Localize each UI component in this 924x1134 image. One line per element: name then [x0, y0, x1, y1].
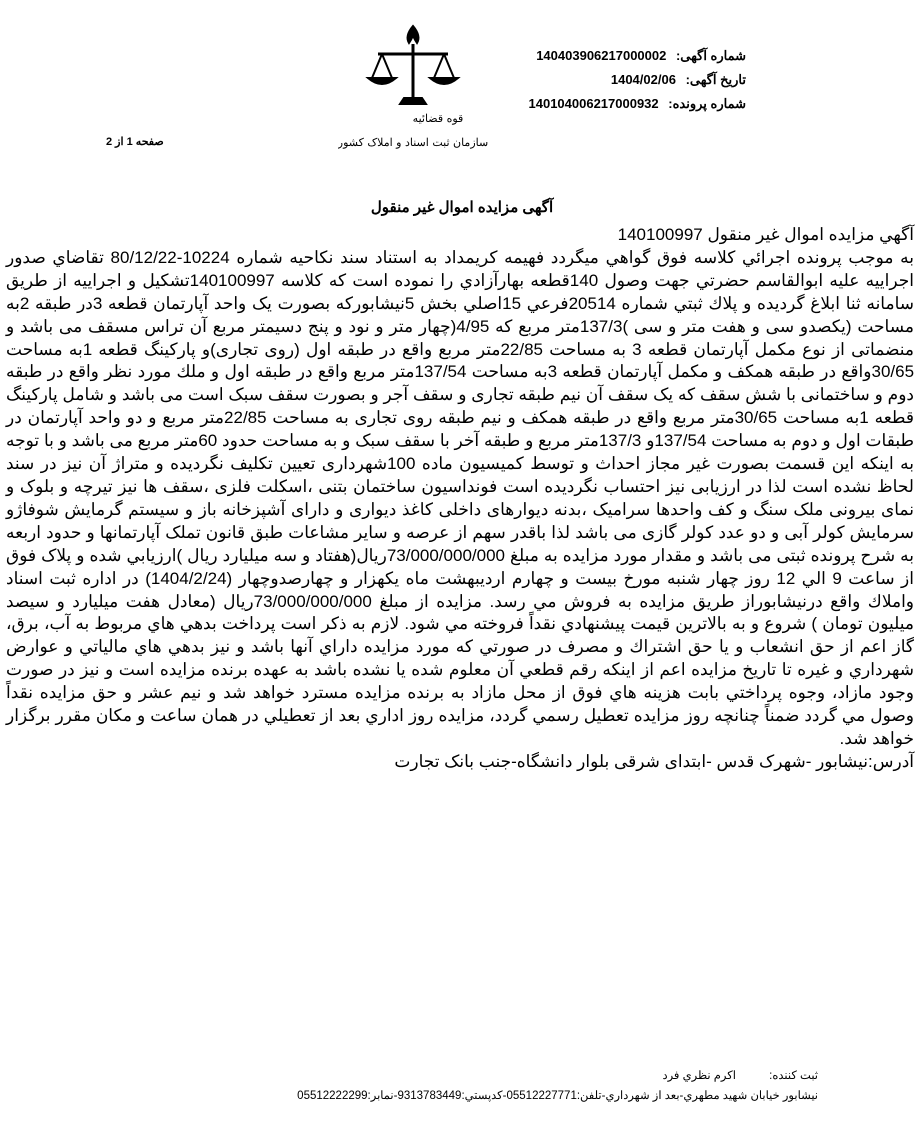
- logo-top-text: قوه قضائیه: [412, 112, 464, 125]
- notice-text: به موجب پرونده اجرائي كلاسه فوق گواهي ميگردد فهيمه كريمداد به استناد سند نكاحيه شماره 10224-80/12/22 تقاضاي صدور اجراييه عليه ابوالقاسم حضرتي جهت وصول 140قطعه بهارآزادي را نموده است كه كلاسه 140100997تشكيل و اجراييه از طريق سامانه ثنا ابلاغ گرديده و پلاك ثبتي شماره 20514فرعي 15اصلي بخش 5نيشابوركه بصورت يک واحد آپارتمان قطعه 3در طبقه 2به مساحت (يكصدو سى و هفت متر و سى )137/3متر مربع که 4/95(چهار متر و نود و پنج دسيمتر مربع آن تراس مسقف می باشد و منضماتی از نوع مکمل آپارتمان قطعه 3 به مساحت 22/85متر مربع واقع در طبقه اول (روی تجاری)و پارکینگ قطعه 1به مساحت 30/65واقع در طبقه همکف و مکمل آپارتمان قطعه 3به مساحت 137/54متر مربع واقع در طبقه اول و ملك مورد نظر واقع در طبقه دوم و ساختمانی با شش سقف كه يک سقف آن نيم طبقه تجاری و سقف آجر و بصورت سقف سبک است می باشد و شامل پارکینگ قطعه 1به مساحت 30/65متر مربع واقع در طبقه همکف و نيم طبقه روی تجاری به مساحت 22/85متر مربع و دو واحد آپارتمان در طبقات اول و دوم به مساحت 137/54و 137/3متر مربع و طبقه آخر با سقف سبک و به مساحت حدود 60متر مربع می باشد و با توجه به اینکه این قسمت بصورت غير مجاز احداث و توسط كميسيون ماده 100شهرداری تعیین تکلیف نگرديده و متراژ آن نيز در سند لحاظ نشده است لذا در ارزيابی نيز احتساب نگرديده است فونداسيون ساختمان بتنی ،اسكلت فلزی ،سقف ها نيز تيرچه و بلوک و نمای بيرونی ملک سنگ و كف واحدها سراميک ،بدنه ديوارهای داخلی كاغذ ديواری و دارای آشپزخانه باز و سيستم گرمايش شوفاژو سرمايش كولر آبی و دو عدد كولر گازی می باشد لذا باقدر سهم از عرصه و ساير مشاعات طبق قانون تملک آپارتمانها و حدود اربعه به شرح پرونده ثبتی می باشد و مقدار مورد مزايده به مبلغ 73/000/000/000ريال(هفتاد و سه ميليارد ريال )ارزيابي شده و پلاک فوق از ساعت 9 الي 12 روز چهار شنبه مورخ بيست و چهارم ارديبهشت ماه يكهزار و چهارصدوچهار (1404/2/24) در اداره ثبت اسناد واملاك واقع درنيشابوراز طريق مزايده به فروش مي رسد. مزايده از مبلغ 73/000/000/000ريال (معادل هفت ميليارد و سيصد ميليون تومان ) شروع و به بالاترين قيمت پيشنهادي نقداً فروخته مي شود. لازم به ذكر است پرداخت بدهي هاي مربوط به آب، برق، گاز اعم از حق انشعاب و يا حق اشتراك و مصرف در صورتي كه مورد مزايده داراي آنها باشد و نيز بدهي هاي مالياتي و عوارض شهرداري و غيره تا تاريخ مزايده اعم از اينكه رقم قطعي آن معلوم شده يا نشده باشد به عهده برنده مزايده است و نيز در صورت وجود مازاد، وجوه پرداختي بابت هزينه هاي فوق از محل مازاد به برنده مزايده مسترد خواهد شد و نيم عشر و حق مزايده نقداً وصول مي گردد ضمناً چنانچه روز مزايده تعطيل رسمي گردد، مزايده روز اداري بعد از تعطيلي در همان ساعت و مكان مقرر برگزار خواهد شد.: [6, 247, 915, 748]
- office-address: نيشابور خيابان شهيد مطهري-بعد از شهرداري-تلفن:05512227771-كدپستي:9313783449-نمابر:05512222299: [297, 1090, 818, 1102]
- logo-bottom-text: سازمان ثبت اسناد و املاک کشور: [338, 136, 488, 149]
- judiciary-emblem-logo: [338, 18, 488, 158]
- document-footer: [297, 1066, 818, 1106]
- notice-date-row: [529, 68, 747, 92]
- document-title: آگهی مزایده اموال غیر منقول: [370, 199, 554, 216]
- notice-number-row: [529, 44, 747, 68]
- registrar-name: اكرم نظري فرد: [662, 1070, 736, 1082]
- registrar-label: ثبت كننده:: [769, 1070, 818, 1082]
- notice-date-label: تاریخ آگهی:: [685, 72, 746, 87]
- case-number-row: [529, 92, 747, 116]
- case-number-label: شماره پرونده:: [668, 96, 746, 111]
- document-body: [6, 224, 914, 774]
- property-address: آدرس:نیشابور -شهرک قدس -ابتدای شرقی بلوار دانشگاه-جنب بانک تجارت: [394, 751, 914, 771]
- case-number: 140104006217000932: [528, 96, 659, 111]
- notice-date: 1404/02/06: [610, 72, 676, 87]
- notice-intro: آگهي مزايده اموال غير منقول 140100997: [617, 225, 914, 244]
- notice-meta: [529, 44, 747, 116]
- notice-number-label: شماره آگهی:: [675, 48, 746, 63]
- notice-number: 140403906217000002: [536, 48, 667, 63]
- registrar-row: [297, 1066, 818, 1086]
- page-number: صفحه 1 از 2: [106, 136, 164, 148]
